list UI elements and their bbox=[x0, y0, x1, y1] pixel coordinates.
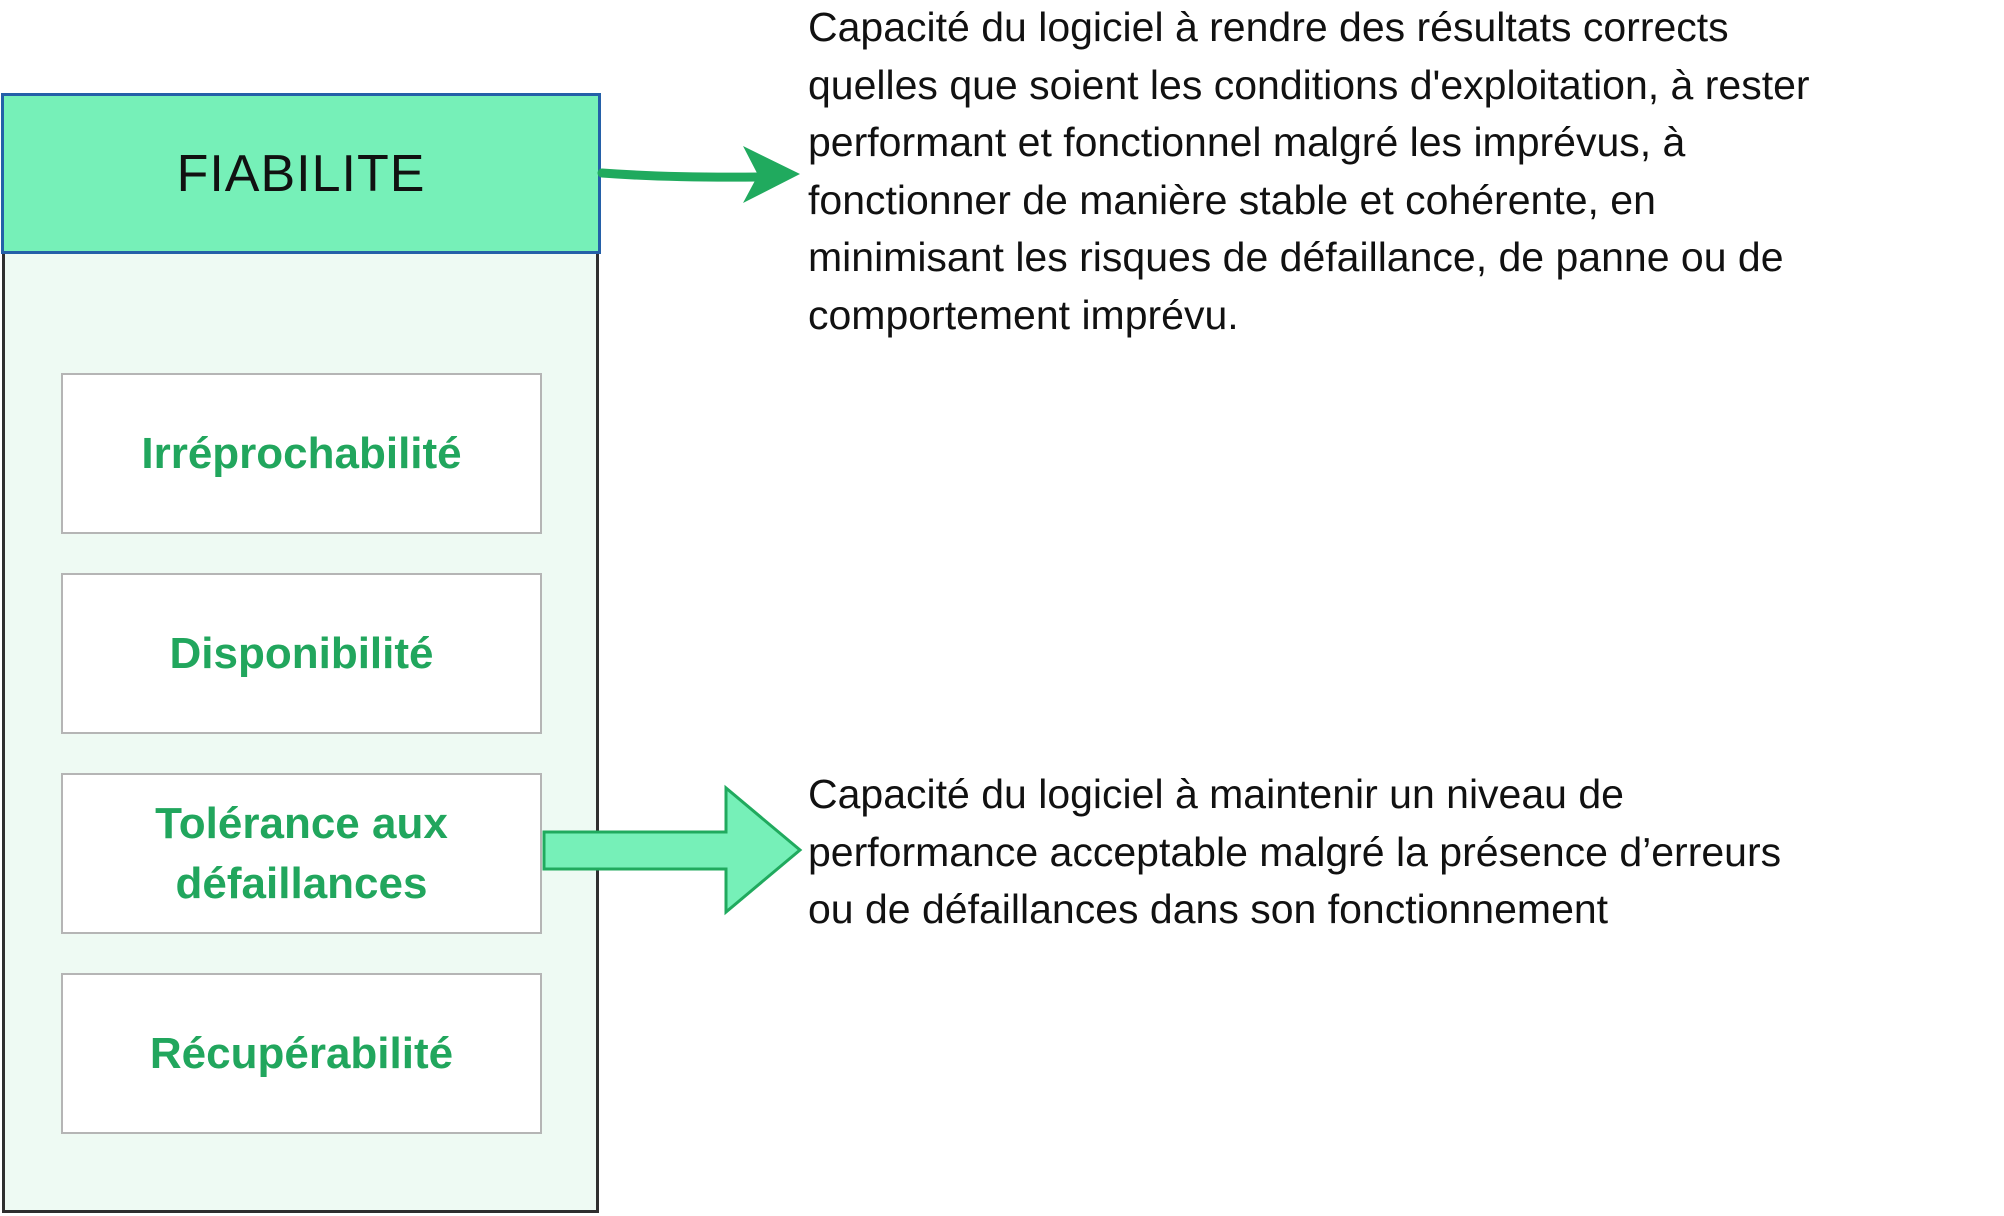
sub-box-disponibilite bbox=[61, 573, 542, 734]
sub-box-recuperabilite bbox=[61, 973, 542, 1134]
tolerance-description: Capacité du logiciel à maintenir un niveau de performance acceptable malgré la présence d’erreurs ou de défaillances dans son fonctionnement bbox=[808, 771, 1782, 932]
header-title: FIABILITE bbox=[176, 144, 426, 203]
header-arrow-shaft bbox=[602, 173, 760, 177]
sub-label: Tolérance aux défaillances bbox=[155, 798, 448, 908]
sub-label: Irréprochabilité bbox=[141, 428, 462, 478]
header-arrow-head bbox=[743, 146, 800, 203]
fiabilite-description: Capacité du logiciel à rendre des résultats corrects quelles que soient les conditions d'exploitation, à rester performant et fonctionnel malgré les imprévus, à fonctionner de manière stable et cohérente, en minimisant les risques de défaillance, de panne ou de comportement imprévu. bbox=[808, 4, 1810, 338]
header-arrow bbox=[602, 146, 800, 203]
sub-box-tolerance bbox=[61, 773, 542, 934]
reliability-header bbox=[1, 93, 601, 254]
sub-label: Disponibilité bbox=[169, 628, 434, 678]
sub-box-irreprochabilite bbox=[61, 373, 542, 534]
sub-label: Récupérabilité bbox=[149, 1028, 454, 1078]
